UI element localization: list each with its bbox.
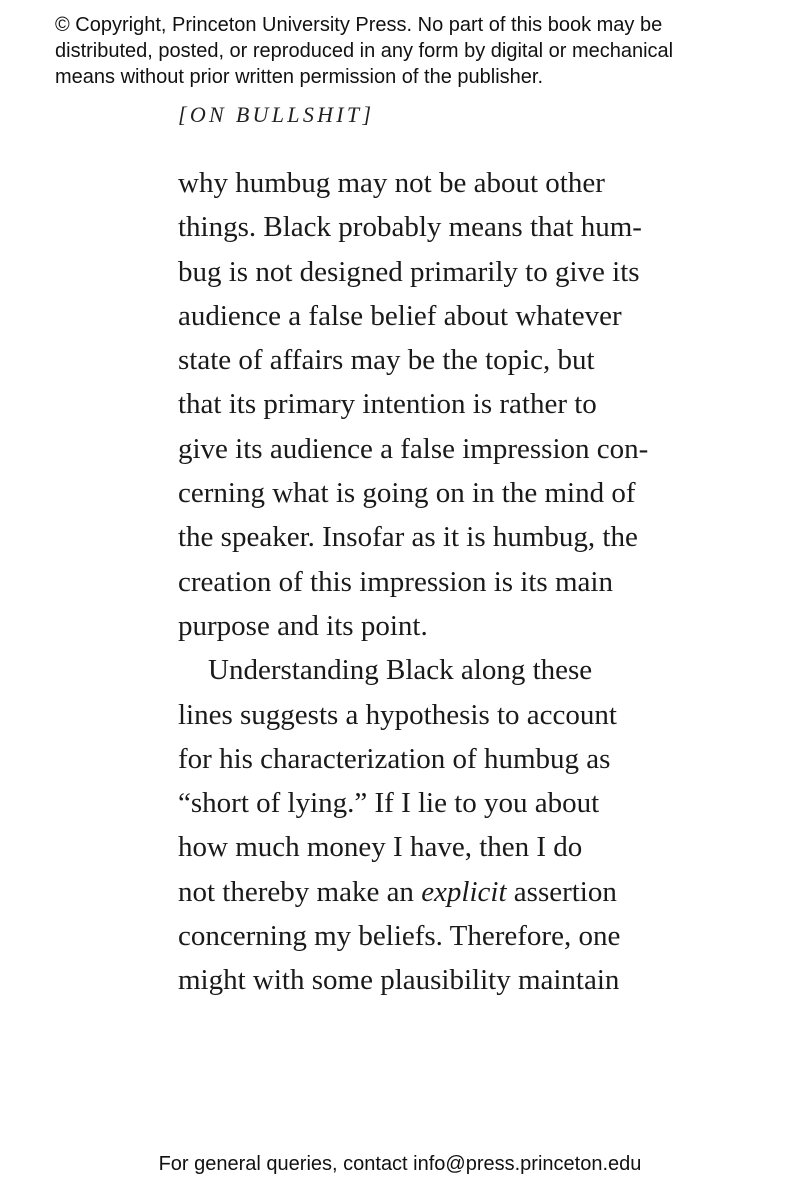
body-text bbox=[178, 161, 698, 1003]
body-line: lines suggests a hypothesis to account bbox=[178, 698, 617, 731]
body-line: cerning what is going on in the mind of bbox=[178, 477, 636, 510]
copyright-line: distributed, posted, or reproduced in any form by digital or mechanical bbox=[55, 40, 674, 62]
body-line: concerning my beliefs. Therefore, one bbox=[178, 920, 621, 953]
body-line: give its audience a false impression con- bbox=[178, 432, 649, 465]
body-line: might with some plausibility maintain bbox=[178, 964, 620, 997]
body-text-segment: assertion bbox=[513, 875, 617, 908]
body-line: creation of this impression is its main bbox=[178, 565, 613, 598]
body-line: bug is not designed primarily to give its bbox=[178, 255, 640, 288]
body-line bbox=[178, 870, 698, 914]
body-line: “short of lying.” If I lie to you about bbox=[178, 787, 600, 820]
body-line: that its primary intention is rather to bbox=[178, 388, 597, 421]
copyright-notice bbox=[55, 12, 775, 90]
body-line: state of affairs may be the topic, but bbox=[178, 344, 595, 377]
copyright-line: means without prior written permission of the publisher. bbox=[55, 66, 544, 88]
footer-contact: For general queries, contact info@press.princeton.edu bbox=[158, 1153, 642, 1175]
body-line: for his characterization of humbug as bbox=[178, 742, 611, 775]
copyright-line: © Copyright, Princeton University Press. No part of this book may be bbox=[55, 14, 663, 36]
body-line: why humbug may not be about other bbox=[178, 167, 605, 199]
paragraph-start-line: Understanding Black along these bbox=[208, 654, 593, 687]
emphasized-word: explicit bbox=[421, 875, 507, 908]
body-text-segment: not thereby make an bbox=[178, 875, 414, 908]
body-line: things. Black probably means that hum- bbox=[178, 211, 642, 244]
running-head: [ON BULLSHIT] bbox=[178, 102, 375, 127]
body-line: audience a false belief about whatever bbox=[178, 299, 622, 332]
body-line: the speaker. Insofar as it is humbug, the bbox=[178, 521, 638, 554]
body-line: how much money I have, then I do bbox=[178, 831, 583, 864]
body-line: purpose and its point. bbox=[178, 609, 428, 642]
